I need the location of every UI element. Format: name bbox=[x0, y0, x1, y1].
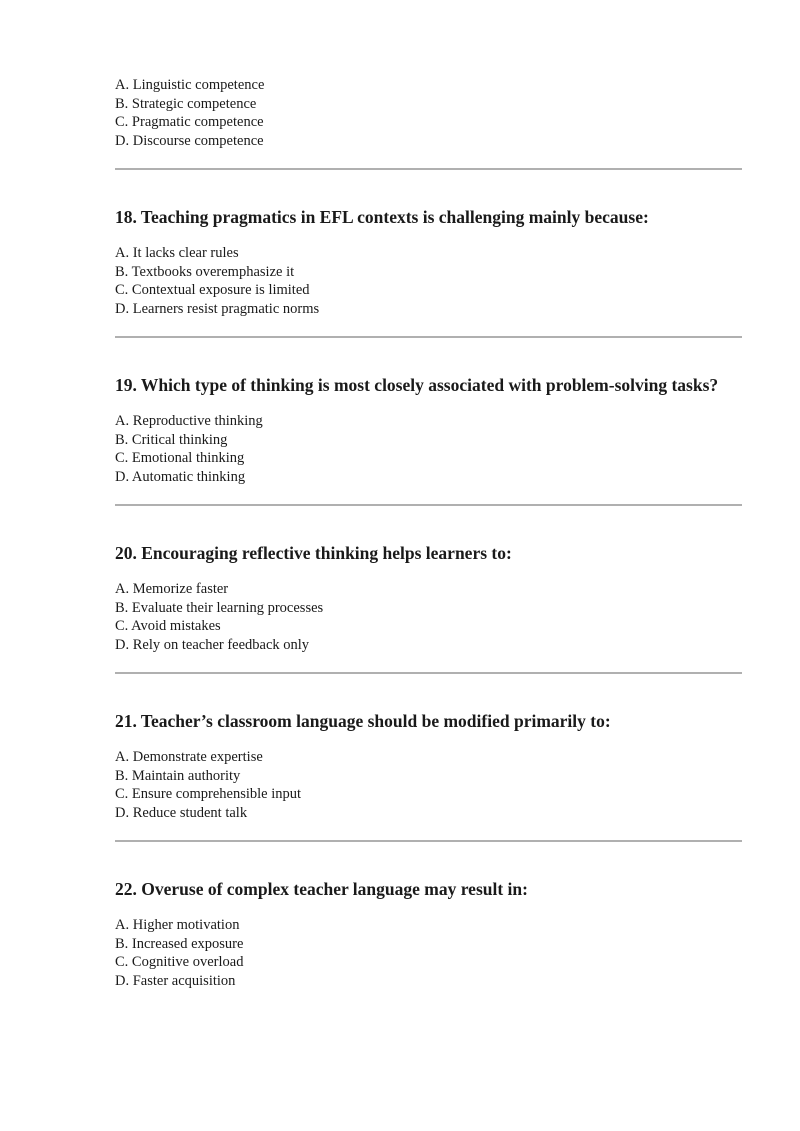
answer-option: C. Emotional thinking bbox=[115, 450, 245, 466]
answer-option: D. Automatic thinking bbox=[115, 468, 246, 485]
question-22 bbox=[115, 878, 742, 990]
question-19 bbox=[115, 374, 742, 486]
answer-option: B. Maintain authority bbox=[115, 767, 241, 784]
answer-option: A. It lacks clear rules bbox=[115, 245, 239, 261]
answer-option: D. Faster acquisition bbox=[115, 972, 236, 989]
answer-option: B. Critical thinking bbox=[115, 431, 228, 448]
answer-option: A. Linguistic competence bbox=[115, 77, 265, 93]
question-18 bbox=[115, 206, 742, 318]
question-title: 19. Which type of thinking is most closely associated with problem-solving tasks? bbox=[115, 375, 719, 395]
answer-option: C. Avoid mistakes bbox=[115, 618, 221, 634]
answer-option: A. Demonstrate expertise bbox=[115, 749, 263, 765]
question-title: 21. Teacher’s classroom language should be modified primarily to: bbox=[115, 711, 611, 731]
answer-option: A. Reproductive thinking bbox=[115, 413, 263, 429]
answer-option: A. Memorize faster bbox=[115, 581, 229, 597]
answer-option: B. Strategic competence bbox=[115, 95, 257, 112]
question-divider bbox=[115, 168, 742, 170]
answer-option: C. Contextual exposure is limited bbox=[115, 282, 310, 298]
question-title: 22. Overuse of complex teacher language may result in: bbox=[115, 879, 528, 899]
question-20 bbox=[115, 542, 742, 654]
question-divider bbox=[115, 504, 742, 506]
answer-option: C. Ensure comprehensible input bbox=[115, 786, 302, 802]
question-title: 20. Encouraging reflective thinking helps learners to: bbox=[115, 543, 512, 563]
answer-option: B. Increased exposure bbox=[115, 935, 244, 952]
answer-option: C. Pragmatic competence bbox=[115, 114, 264, 130]
question-title: 18. Teaching pragmatics in EFL contexts is challenging mainly because: bbox=[115, 207, 649, 227]
question-divider bbox=[115, 672, 742, 674]
question-divider bbox=[115, 336, 742, 338]
answer-option: D. Rely on teacher feedback only bbox=[115, 636, 310, 653]
question-divider bbox=[115, 840, 742, 842]
answer-option: D. Learners resist pragmatic norms bbox=[115, 300, 320, 317]
answer-option: C. Cognitive overload bbox=[115, 954, 244, 970]
quiz-content bbox=[115, 76, 742, 990]
answer-option: B. Evaluate their learning processes bbox=[115, 599, 324, 616]
answer-option: B. Textbooks overemphasize it bbox=[115, 263, 295, 280]
answer-option: D. Discourse competence bbox=[115, 132, 264, 149]
answer-option: D. Reduce student talk bbox=[115, 804, 248, 821]
question-21 bbox=[115, 710, 742, 822]
answer-option: A. Higher motivation bbox=[115, 917, 240, 933]
previous-question-options bbox=[115, 76, 742, 150]
